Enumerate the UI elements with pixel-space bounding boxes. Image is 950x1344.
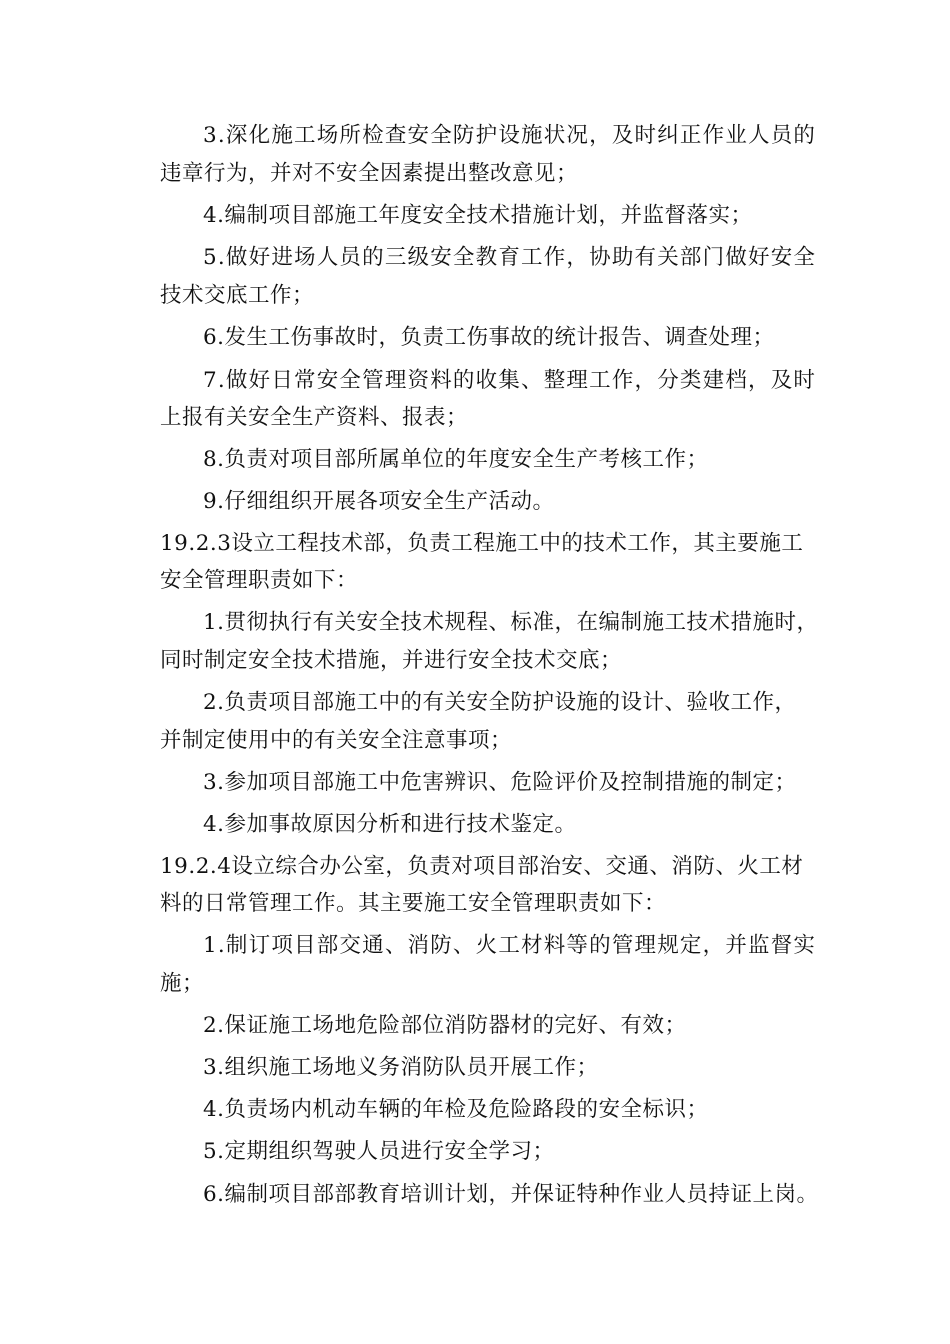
text-line: 技术交底工作； <box>160 283 315 308</box>
text-line: 3.参加项目部施工中危害辨识、危险评价及控制措施的制定； <box>203 770 797 795</box>
text-line: 并制定使用中的有关安全注意事项； <box>160 728 513 753</box>
text-line: 2.负责项目部施工中的有关安全防护设施的设计、验收工作， <box>203 690 797 715</box>
text-line: 3.深化施工场所检查安全防护设施状况，及时纠正作业人员的 <box>203 123 817 148</box>
text-line: 5.定期组织驾驶人员进行安全学习； <box>203 1139 555 1164</box>
text-line: 4.参加事故原因分析和进行技术鉴定。 <box>203 812 577 837</box>
text-line: 3.组织施工场地义务消防队员开展工作； <box>203 1055 599 1080</box>
section-heading: 19.2.4设立综合办公室，负责对项目部治安、交通、消防、火工材 <box>160 854 804 879</box>
text-line: 1.制订项目部交通、消防、火工材料等的管理规定，并监督实 <box>203 933 817 958</box>
text-line: 8.负责对项目部所属单位的年度安全生产考核工作； <box>203 447 709 472</box>
text-line: 6.发生工伤事故时，负责工伤事故的统计报告、调查处理； <box>203 325 775 350</box>
text-line: 施； <box>160 971 205 996</box>
text-line: 同时制定安全技术措施，并进行安全技术交底； <box>160 648 623 673</box>
text-line: 5.做好进场人员的三级安全教育工作，协助有关部门做好安全 <box>203 245 817 270</box>
text-line: 安全管理职责如下： <box>160 568 359 593</box>
text-line: 9.仔细组织开展各项安全生产活动。 <box>203 489 555 514</box>
text-line: 2.保证施工场地危险部位消防器材的完好、有效； <box>203 1013 687 1038</box>
text-line: 料的日常管理工作。其主要施工安全管理职责如下： <box>160 891 667 916</box>
text-line: 违章行为，并对不安全因素提出整改意见； <box>160 161 579 186</box>
section-heading: 19.2.3设立工程技术部，负责工程施工中的技术工作，其主要施工 <box>160 531 804 556</box>
text-line: 上报有关安全生产资料、报表； <box>160 405 469 430</box>
text-line: 6.编制项目部部教育培训计划，并保证特种作业人员持证上岗。 <box>203 1182 819 1207</box>
text-line: 1.贯彻执行有关安全技术规程、标准，在编制施工技术措施时， <box>203 610 819 635</box>
text-line: 4.负责场内机动车辆的年检及危险路段的安全标识； <box>203 1097 709 1122</box>
text-line: 7.做好日常安全管理资料的收集、整理工作，分类建档，及时 <box>203 368 817 393</box>
text-line: 4.编制项目部施工年度安全技术措施计划，并监督落实； <box>203 203 753 228</box>
